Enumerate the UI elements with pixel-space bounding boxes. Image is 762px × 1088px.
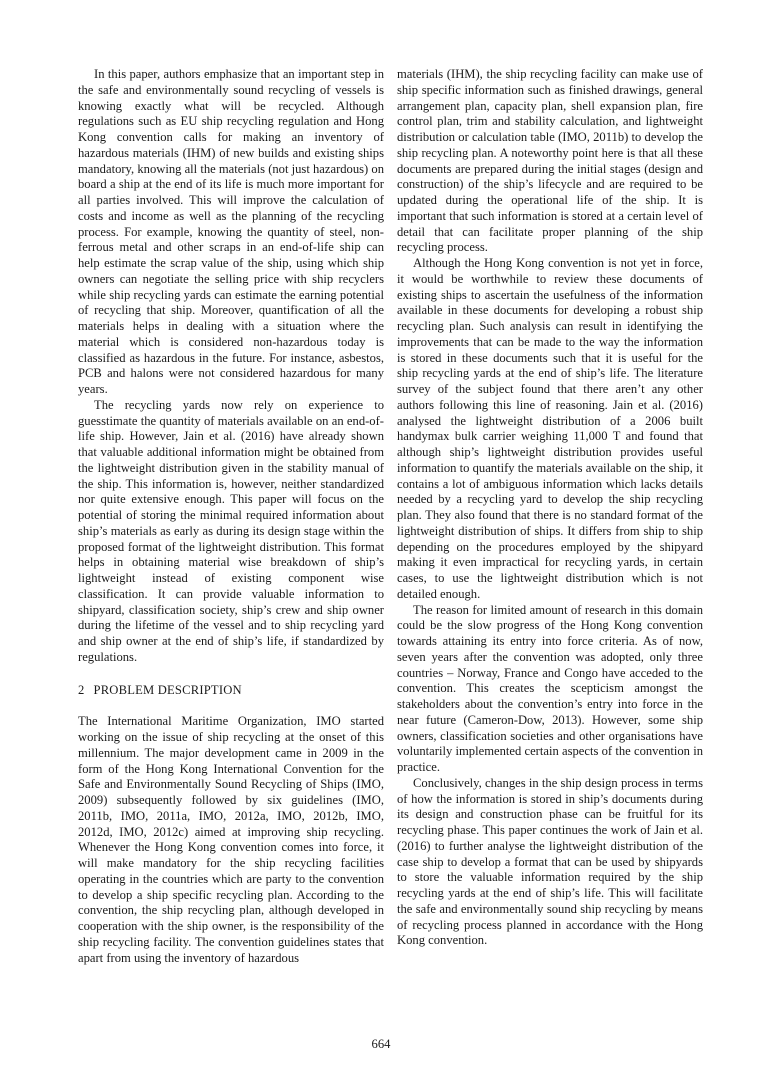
page-number: 664 (371, 1037, 391, 1051)
paragraph-recycling-yards: The recycling yards now rely on experience to guesstimate the quantity of materials available on an end-of-life ship. However, Jain et al. (2016) have already shown that valuable additional information might be obtained from the lightweight distribution given in the stability manual of the ship. This information is, however, neither standardized nor quite extensive enough. This paper will focus on the potential of storing the minimal required information about ship’s materials as early as during its design stage within the proposed format of the lightweight distribution. This format helps in obtaining material wise breakdown of ship’s lightweight instead of existing component wise classification. It can provide valuable information to shipyard, classification society, ship’s crew and ship owner during the lifetime of the vessel and to ship recycling yard and ship owner at the end of ship’s life, if standardized by regulations. (78, 397, 384, 664)
section-title: PROBLEM DESCRIPTION (93, 682, 242, 697)
section-number: 2 (78, 682, 85, 697)
paragraph-conclusion: Conclusively, changes in the ship design process in terms of how the information is stored in ship’s documents during its design and construction phase can be fruitful for its recycling phase. This paper continues the work of Jain et al. (2016) to further analyse the lightweight distribution of the case ship to develop a format that can be used by shipyards to store the valuable information required by the ship recycling yards at the end of ship’s life. This will facilitate the safe and environmentally sound ship recycling by means of recycling process planned in accordance with the Hong Kong convention. (397, 775, 703, 948)
right-column (397, 67, 703, 949)
paragraph-intro-emphasis: In this paper, authors emphasize that an important step in the safe and environmentally sound recycling of vessels is knowing exactly what will be recycled. Although regulations such as EU ship recycling regulation and Hong Kong convention calls for making an inventory of hazardous materials (IHM) of new builds and existing ships mandatory, knowing all the materials (not just hazardous) on board a ship at the end of its life is much more important for all parties involved. This will improve the calculation of costs and income as well as the planning of the recycling process. For example, knowing the quantity of steel, non-ferrous metal and other scraps in an end-of-life ship can help estimate the scrap value of the ship, using which ship owners can negotiate the selling price with ship recyclers while ship recycling yards can estimate the earning potential of recycling that ship. Moreover, quantification of all the materials helps in dealing with a situation where the material which is considered non-hazardous today is classified as hazardous in the future. For instance, asbestos, PCB and halons were not considered hazardous for many years. (78, 67, 384, 396)
paragraph-ihm-continued: materials (IHM), the ship recycling facility can make use of ship specific information such as finished drawings, general arrangement plan, capacity plan, shell expansion plan, fire control plan, trim and stability calculation, and lightweight distribution or calculation table (IMO, 2011b) to develop the ship recycling plan. A noteworthy point here is that all these documents are prepared during the initial stages (design and construction) of the ship’s lifecycle and are required to be updated during the operational life of the ship. It is important that such information is stored at a certain level of detail that can facilitate proper planning of the ship recycling process. (397, 67, 703, 255)
paragraph-hong-kong-review: Although the Hong Kong convention is not yet in force, it would be worthwhile to review these documents of existing ships to ascertain the usefulness of the information available in these documents for developing a robust ship recycling plan. Such analysis can result in identifying the improvements that can be made to the way the information is stored in these documents such that it is useful for the ship recycling yards at the end of ship’s life. The literature survey of the subject found that there aren’t any other authors following this line of reasoning. Jain et al. (2016) analysed the lightweight distribution of a 2006 built handymax bulk carrier weighing 11,000 T and found that although ship’s lightweight distribution provides useful information to quantify the materials available on the ship, it contains a lot of ambiguous information which lacks details needed by a recycling yard to develop the ship recycling plan. They also found that there is no standard format of the lightweight distribution of ships. It differs from ship to ship depending on the procedures employed by the shipyard making it even impractical for recycling yards, in certain cases, to use the lightweight distribution which is not detailed enough. (397, 256, 703, 601)
left-column (78, 67, 384, 966)
paragraph-limited-research: The reason for limited amount of research in this domain could be the slow progress of the Hong Kong convention towards attaining its entry into force criteria. As of now, seven years after the convention was adopted, only three countries – Norway, France and Congo have acceded to the convention. This creates the scepticism amongst the stakeholders about the convention’s entry into force in the near future (Cameron-Dow, 2013). However, some ship owners, classification societies and other organisations have voluntarily implemented certain aspects of the convention in practice. (397, 602, 703, 774)
section-heading (78, 683, 384, 699)
paragraph-imo-background: The International Maritime Organization, IMO started working on the issue of ship recycling at the onset of this millennium. The major development came in 2009 in the form of the Hong Kong International Convention for the Safe and Environmentally Sound Recycling of Ships (IMO, 2009) subsequently followed by six guidelines (IMO, 2011b, IMO, 2011a, IMO, 2012a, IMO, 2012b, IMO, 2012d, IMO, 2012c) aimed at improving ship recycling. Whenever the Hong Kong convention comes into force, it will make mandatory for the ship recycling facilities operating in the countries which are party to the convention to develop a ship specific recycling plan. According to the convention, the ship recycling plan, although developed in cooperation with the ship owner, is the responsibility of the ship recycling facility. The convention guidelines states that apart from using the inventory of hazardous (78, 714, 384, 965)
